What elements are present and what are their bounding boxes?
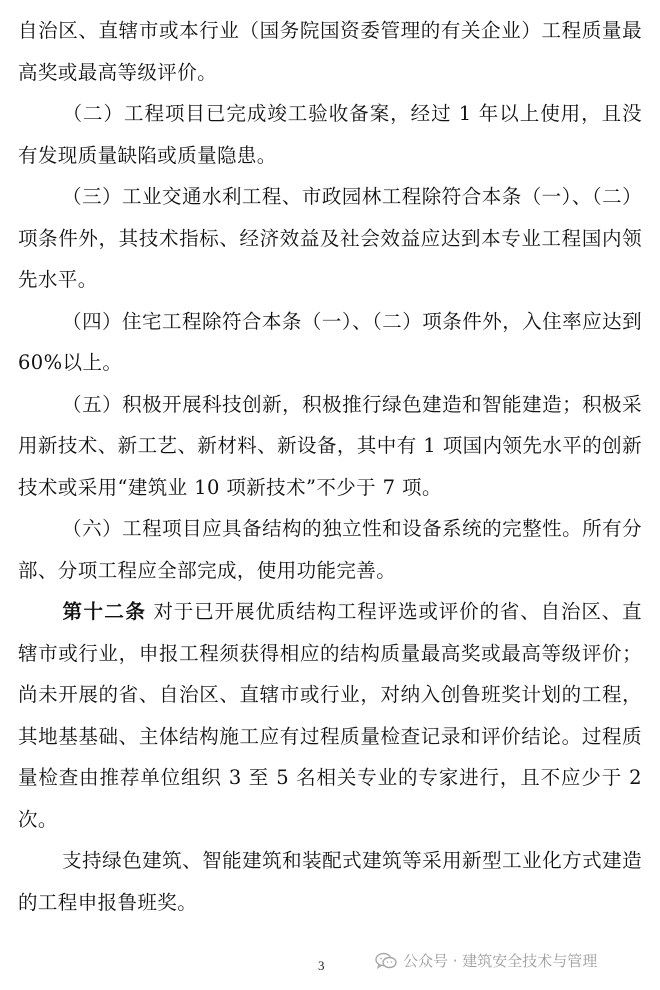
wechat-icon bbox=[375, 952, 397, 970]
paragraph-3 bbox=[18, 301, 642, 384]
paragraph-text: 对于已开展优质结构工程评选或评价的省、自治区、直辖市或行业，申报工程须获得相应的结构质量最高奖或最高等级评价；尚未开展的省、自治区、直辖市或行业，对纳入创鲁班奖计划的工程，其地基基础、主体结构施工应有过程质量检查记录和评价结论。过程质量检查由推荐单位组织 3 至 5 名相关专业的专家进行，且不应少于 2 次。 bbox=[18, 600, 642, 831]
paragraph-0 bbox=[18, 10, 642, 93]
paragraph-7 bbox=[18, 840, 642, 923]
document-body bbox=[18, 10, 642, 923]
paragraph-4 bbox=[18, 384, 642, 509]
paragraph-text: （六）工程项目应具备结构的独立性和设备系统的完整性。所有分部、分项工程应全部完成，使用功能完善。 bbox=[18, 517, 642, 582]
page-number: 3 bbox=[318, 958, 325, 973]
paragraph-text: （二）工程项目已完成竣工验收备案，经过 1 年以上使用，且没有发现质量缺陷或质量隐患。 bbox=[18, 102, 642, 167]
paragraph-2 bbox=[18, 176, 642, 301]
watermark-text: 公众号 · 建筑安全技术与管理 bbox=[403, 952, 598, 970]
paragraph-5 bbox=[18, 508, 642, 591]
paragraph-text: 支持绿色建筑、智能建筑和装配式建筑等采用新型工业化方式建造的工程申报鲁班奖。 bbox=[18, 849, 642, 914]
paragraph-text: （四）住宅工程除符合本条（一）、（二）项条件外，入住率应达到60%以上。 bbox=[18, 309, 642, 374]
paragraph-text: （三）工业交通水利工程、市政园林工程除符合本条（一）、（二）项条件外，其技术指标、经济效益及社会效益应达到本专业工程国内领先水平。 bbox=[18, 185, 642, 291]
paragraph-6 bbox=[18, 591, 642, 840]
watermark bbox=[375, 950, 597, 971]
article-heading: 第十二条 bbox=[62, 600, 147, 623]
paragraph-text: （五）积极开展科技创新，积极推行绿色建造和智能建造；积极采用新技术、新工艺、新材料、新设备，其中有 1 项国内领先水平的创新技术或采用“建筑业 10 项新技术”不少于 7 项。 bbox=[18, 392, 642, 499]
paragraph-1 bbox=[18, 93, 642, 176]
paragraph-text: 自治区、直辖市或本行业（国务院国资委管理的有关企业）工程质量最高奖或最高等级评价。 bbox=[18, 19, 642, 84]
